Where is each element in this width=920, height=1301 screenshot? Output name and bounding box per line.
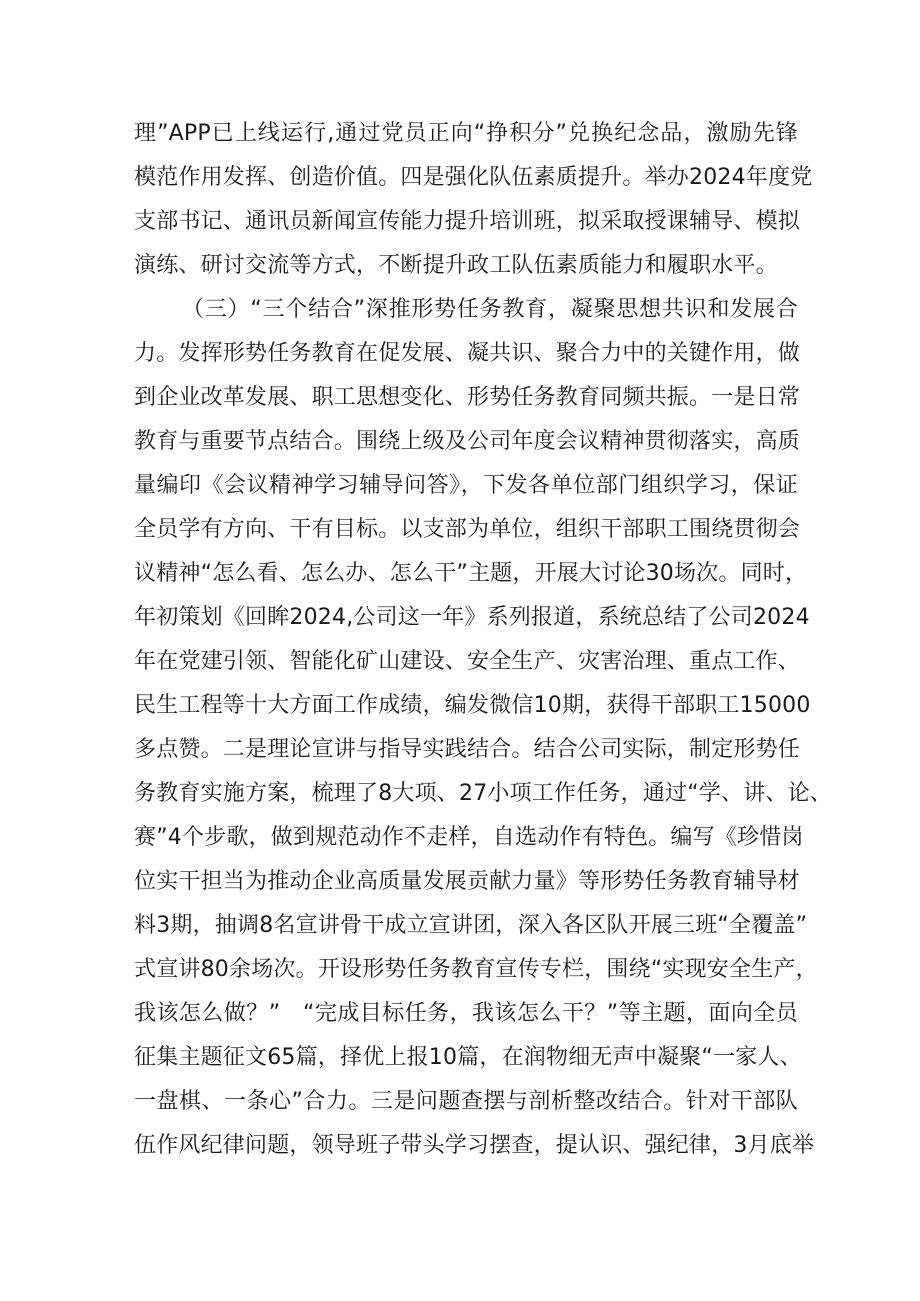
text-line: 模范作用发挥、创造价值。四是强化队伍素质提升。举办2024年度党 (134, 165, 813, 190)
text-line: 式宣讲80余场次。开设形势任务教育宣传专栏，围绕“实现安全生产， (134, 957, 818, 982)
text-line: 多点赞。二是理论宣讲与指导实践结合。结合公司实际，制定形势任 (134, 737, 801, 762)
section-heading-line: （三）“三个结合”深推形势任务教育，凝聚思想共识和发展合 (182, 297, 798, 322)
text-line: 教育与重要节点结合。围绕上级及公司年度会议精神贯彻落实，高质 (134, 429, 801, 454)
text-line: 伍作风纪律问题，领导班子带头学习摆查，提认识、强纪律，3月底举 (134, 1133, 815, 1158)
text-line: 一盘棋、一条心”合力。三是问题查摆与剖析整改结合。针对干部队 (134, 1089, 798, 1114)
text-line: 我该怎么做？” “完成目标任务，我该怎么干？”等主题，面向全员 (134, 1001, 798, 1026)
text-line: 民生工程等十大方面工作成绩，编发微信10期，获得干部职工15000 (134, 693, 811, 718)
text-line: 理”APP已上线运行,通过党员正向“挣积分”兑换纪念品，激励先锋 (134, 121, 798, 146)
text-line: 赛”4个步歌，做到规范动作不走样，自选动作有特色。编写《珍惜岗 (134, 825, 804, 850)
text-line: 议精神“怎么看、怎么办、怎么干”主题，开展大讨论30场次。同时， (134, 561, 808, 586)
text-line: 年初策划《回眸2024,公司这一年》系列报道，系统总结了公司2024 (134, 605, 810, 630)
text-line: 料3期，抽调8名宣讲骨干成立宣讲团，深入各区队开展三班“全覆盖” (134, 913, 808, 938)
text-line: 征集主题征文65篇，择优上报10篇，在润物细无声中凝聚“一家人、 (134, 1045, 802, 1070)
text-line: 位实干担当为推动企业高质量发展贡献力量》等形势任务教育辅导材 (134, 869, 801, 894)
text-line: 支部书记、通讯员新闻宣传能力提升培训班，拟采取授课辅导、模拟 (134, 209, 801, 234)
text-line: 量编印《会议精神学习辅导问答》，下发各单位部门组织学习，保证 (134, 473, 798, 498)
text-line: 力。发挥形势任务教育在促发展、凝共识、聚合力中的关键作用，做 (134, 341, 801, 366)
text-line: 年在党建引领、智能化矿山建设、安全生产、灾害治理、重点工作、 (134, 649, 801, 674)
text-line: 务教育实施方案，梳理了8大项、27小项工作任务，通过“学、讲、论、 (134, 781, 832, 806)
text-line: 到企业改革发展、职工思想变化、形势任务教育同频共振。一是日常 (134, 385, 801, 410)
text-line: 演练、研讨交流等方式，不断提升政工队伍素质能力和履职水平。 (134, 253, 778, 278)
text-line: 全员学有方向、干有目标。以支部为单位，组织干部职工围绕贯彻会 (134, 517, 801, 542)
